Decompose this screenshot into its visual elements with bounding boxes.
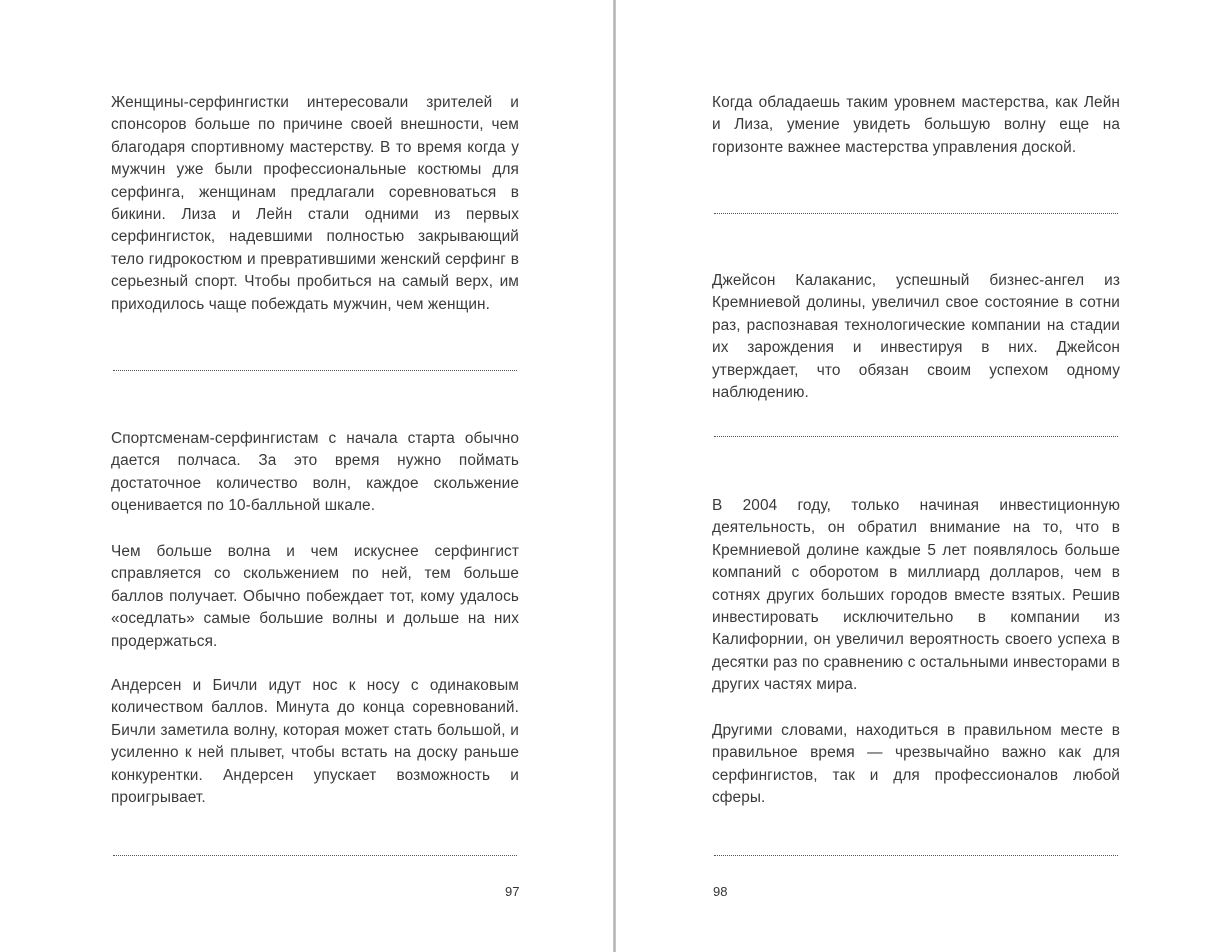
dotted-separator (113, 370, 517, 371)
dotted-separator (714, 436, 1118, 437)
paragraph: Когда обладаешь таким уровнем мастерства, как Лейн и Лиза, умение увидеть большую волну еще на горизонте важнее мастерства управления доской. (712, 94, 1120, 156)
paragraph: В 2004 году, только начиная инвестиционную деятельность, он обратил внимание на то, что в Кремниевой долине каждые 5 лет появлялось больше компаний с оборотом в миллиард долларов, чем в сотнях других больших городов вместе взятых. Решив инвестировать исключительно в компании из Калифорнии, он увеличил вероятность своего успеха в десятки раз по сравнению с остальными инвесторами в других частях мира. (712, 497, 1120, 694)
paragraph: Другими словами, находиться в правильном месте в правильное время — чрезвычайно важно как для серфингистов, так и для профессионалов любой сферы. (712, 722, 1120, 807)
dotted-separator (113, 855, 517, 856)
paragraph: Джейсон Калаканис, успешный бизнес-ангел из Кремниевой долины, увеличил свое состояние в сотни раз, распознавая технологические компании на стадии их зарождения и инвестируя в них. Джейсон утверждает, что обязан своим успехом одному наблюдению. (712, 272, 1120, 402)
dotted-separator (714, 855, 1118, 856)
right-page (616, 0, 1230, 952)
left-page (0, 0, 613, 952)
paragraph: Чем больше волна и чем искуснее серфингист справляется со скольжением по ней, тем больше баллов получает. Обычно побеждает тот, кому удалось «оседлать» самые большие волны и дольше на них продержаться. (111, 543, 519, 650)
paragraph: Андерсен и Бичли идут нос к носу с одинаковым количеством баллов. Минута до конца соревнований. Бичли заметила волну, которая может стать большой, и усиленно к ней плывет, чтобы встать на доску раньше конкурентки. Андерсен упускает возможность и проигрывает. (111, 677, 519, 807)
page-number: 97 (505, 884, 520, 899)
dotted-separator (714, 213, 1118, 214)
paragraph: Спортсменам-серфингистам с начала старта обычно дается полчаса. За это время нужно поймать достаточное количество волн, каждое скольжение оценивается по 10-балльной шкале. (111, 430, 519, 515)
page-number: 98 (713, 884, 728, 899)
paragraph: Женщины-серфингистки интересовали зрителей и спонсоров больше по причине своей внешности, чем благодаря спортивному мастерству. В то время когда у мужчин уже были профессиональные костюмы для серфинга, женщинам предлагали соревноваться в бикини. Лиза и Лейн стали одними из первых серфингисток, надевшими полностью закрывающий тело гидрокостюм и превратившими женский серфинг в серьезный спорт. Чтобы пробиться на самый верх, им приходилось чаще побеждать мужчин, чем женщин. (111, 94, 519, 313)
